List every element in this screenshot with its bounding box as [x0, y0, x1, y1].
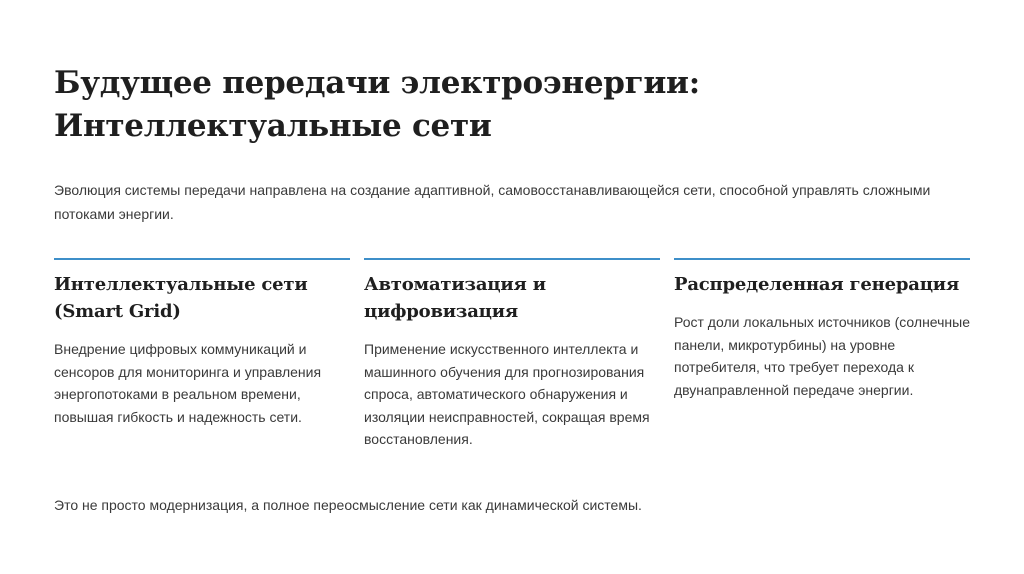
- intro-paragraph: Эволюция системы передачи направлена на создание адаптивной, самовосстанавливающейся сети, способной управлять сложными потоками энергии.: [54, 182, 931, 222]
- column-divider: [364, 258, 660, 260]
- column-heading: Интеллектуальные сети (Smart Grid): [54, 274, 308, 322]
- column-automation: [364, 258, 660, 451]
- column-distributed-generation: [674, 258, 970, 401]
- column-divider: [54, 258, 350, 260]
- page-title: [54, 62, 954, 148]
- column-body: Применение искусственного интеллекта и машинного обучения для прогнозирования спроса, автоматического обнаружения и изоляции неисправностей, сокращая время восстановления.: [364, 341, 650, 447]
- column-smart-grid: [54, 258, 350, 428]
- column-heading: Автоматизация и цифровизация: [364, 274, 546, 322]
- footer-note: Это не просто модернизация, а полное переосмысление сети как динамической системы.: [54, 497, 642, 513]
- column-body: Внедрение цифровых коммуникаций и сенсоров для мониторинга и управления энергопотоками в реальном времени, повышая гибкость и надежность сети.: [54, 341, 322, 425]
- column-divider: [674, 258, 970, 260]
- column-heading: Распределенная генерация: [674, 274, 960, 295]
- page-title-line-2: Интеллектуальные сети: [54, 108, 492, 144]
- page-title-line-1: Будущее передачи электроэнергии:: [54, 65, 700, 101]
- column-body: Рост доли локальных источников (солнечные панели, микротурбины) на уровне потребителя, что требует перехода к двунаправленной передаче энергии.: [674, 314, 971, 398]
